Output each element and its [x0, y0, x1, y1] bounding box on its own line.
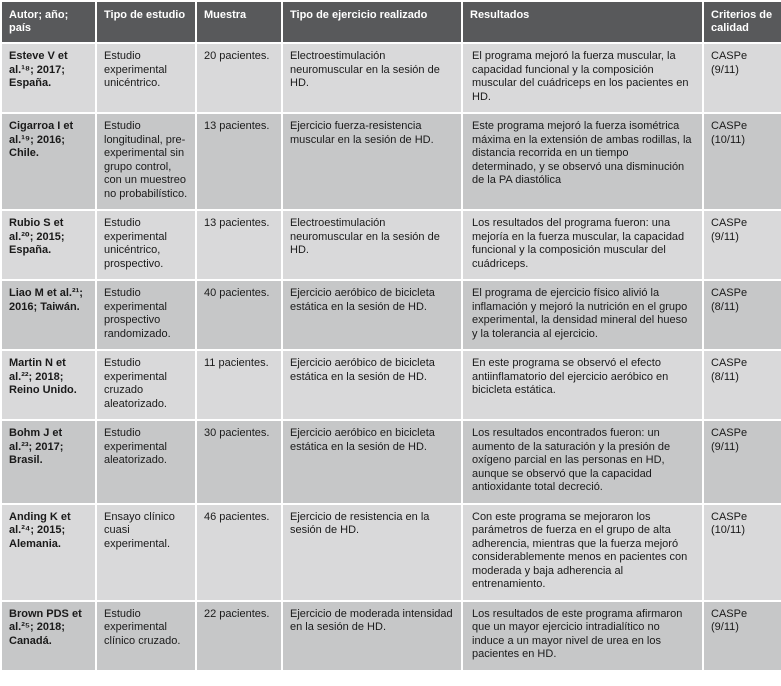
- cell-tipo-estudio: Estudio experimental unicéntrico, prospectivo.: [96, 210, 196, 280]
- cell-tipo-estudio: Estudio experimental clínico cruzado.: [96, 601, 196, 671]
- cell-ejercicio: Ejercicio aeróbico de bicicleta estática en la sesión de HD.: [282, 350, 462, 420]
- col-header-resultados: Resultados: [462, 1, 703, 43]
- cell-muestra: 30 pacientes.: [196, 420, 282, 504]
- col-header-muestra: Muestra: [196, 1, 282, 43]
- table-row: [1, 420, 781, 504]
- col-header-autor: Autor; año; país: [1, 1, 96, 43]
- table-row: [1, 350, 781, 420]
- cell-autor: Anding K et al.²⁴; 2015; Alemania.: [1, 504, 96, 601]
- cell-resultados: Este programa mejoró la fuerza isométrica máxima en la extensión de ambas rodillas, la distancia recorrida en un tiempo determinado, y se observó una disminución de la PA diastólica: [462, 113, 703, 210]
- cell-resultados: Los resultados encontrados fueron: un aumento de la saturación y la presión de oxígeno parcial en las personas en HD, aunque se observó que la capacidad antioxidante total decreció.: [462, 420, 703, 504]
- cell-resultados: El programa mejoró la fuerza muscular, la capacidad funcional y la composición muscular del cuádriceps en los pacientes en HD.: [462, 43, 703, 113]
- table-row: [1, 601, 781, 671]
- cell-autor: Rubio S et al.²⁰; 2015; España.: [1, 210, 96, 280]
- cell-muestra: 20 pacientes.: [196, 43, 282, 113]
- cell-autor: Martin N et al.²²; 2018; Reino Unido.: [1, 350, 96, 420]
- cell-tipo-estudio: Estudio experimental unicéntrico.: [96, 43, 196, 113]
- cell-autor: Esteve V et al.¹⁸; 2017; España.: [1, 43, 96, 113]
- cell-resultados: Los resultados del programa fueron: una mejoría en la fuerza muscular, la capacidad funcional y la composición muscular del cuádriceps.: [462, 210, 703, 280]
- table-row: [1, 43, 781, 113]
- table-row: [1, 210, 781, 280]
- table-row: [1, 113, 781, 210]
- cell-calidad: CASPe (10/11): [703, 113, 781, 210]
- cell-ejercicio: Ejercicio de moderada intensidad en la sesión de HD.: [282, 601, 462, 671]
- cell-resultados: En este programa se observó el efecto antiinflamatorio del ejercicio aeróbico en bicicleta estática.: [462, 350, 703, 420]
- cell-muestra: 22 pacientes.: [196, 601, 282, 671]
- col-header-ejercicio: Tipo de ejercicio realizado: [282, 1, 462, 43]
- cell-muestra: 11 pacientes.: [196, 350, 282, 420]
- col-header-calidad: Criterios de calidad: [703, 1, 781, 43]
- table-row: [1, 280, 781, 350]
- cell-calidad: CASPe (9/11): [703, 601, 781, 671]
- cell-ejercicio: Ejercicio de resistencia en la sesión de HD.: [282, 504, 462, 601]
- cell-ejercicio: Electroestimulación neuromuscular en la sesión de HD.: [282, 43, 462, 113]
- table-row: [1, 504, 781, 601]
- col-header-tipo-estudio: Tipo de estudio: [96, 1, 196, 43]
- cell-calidad: CASPe (9/11): [703, 210, 781, 280]
- cell-autor: Brown PDS et al.²⁵; 2018; Canadá.: [1, 601, 96, 671]
- cell-calidad: CASPe (8/11): [703, 350, 781, 420]
- cell-calidad: CASPe (10/11): [703, 504, 781, 601]
- cell-calidad: CASPe (8/11): [703, 280, 781, 350]
- cell-muestra: 13 pacientes.: [196, 210, 282, 280]
- cell-calidad: CASPe (9/11): [703, 43, 781, 113]
- cell-tipo-estudio: Ensayo clínico cuasi experimental.: [96, 504, 196, 601]
- cell-autor: Liao M et al.²¹; 2016; Taiwán.: [1, 280, 96, 350]
- cell-autor: Bohm J et al.²³; 2017; Brasil.: [1, 420, 96, 504]
- cell-tipo-estudio: Estudio experimental aleatorizado.: [96, 420, 196, 504]
- cell-tipo-estudio: Estudio experimental cruzado aleatorizado.: [96, 350, 196, 420]
- cell-ejercicio: Ejercicio aeróbico de bicicleta estática en la sesión de HD.: [282, 280, 462, 350]
- cell-resultados: El programa de ejercicio físico alivió la inflamación y mejoró la nutrición en el grupo experimental, la densidad mineral del hueso y la tolerancia al ejercicio.: [462, 280, 703, 350]
- cell-muestra: 40 pacientes.: [196, 280, 282, 350]
- cell-ejercicio: Ejercicio aeróbico en bicicleta estática en la sesión de HD.: [282, 420, 462, 504]
- cell-muestra: 13 pacientes.: [196, 113, 282, 210]
- cell-muestra: 46 pacientes.: [196, 504, 282, 601]
- cell-autor: Cigarroa I et al.¹⁹; 2016; Chile.: [1, 113, 96, 210]
- cell-ejercicio: Electroestimulación neuromuscular en la sesión de HD.: [282, 210, 462, 280]
- cell-ejercicio: Ejercicio fuerza-resistencia muscular en la sesión de HD.: [282, 113, 462, 210]
- cell-tipo-estudio: Estudio longitudinal, pre-experimental sin grupo control, con un muestreo no probabilístico.: [96, 113, 196, 210]
- cell-tipo-estudio: Estudio experimental prospectivo randomizado.: [96, 280, 196, 350]
- cell-resultados: Con este programa se mejoraron los parámetros de fuerza en el grupo de alta adherencia, mientras que la fuerza mejoró considerablemente menos en pacientes con moderada y baja adherencia al entrenamiento.: [462, 504, 703, 601]
- cell-calidad: CASPe (9/11): [703, 420, 781, 504]
- cell-resultados: Los resultados de este programa afirmaron que un mayor ejercicio intradialítico no induce a un mayor nivel de urea en los pacientes en HD.: [462, 601, 703, 671]
- table-header-row: [1, 1, 781, 43]
